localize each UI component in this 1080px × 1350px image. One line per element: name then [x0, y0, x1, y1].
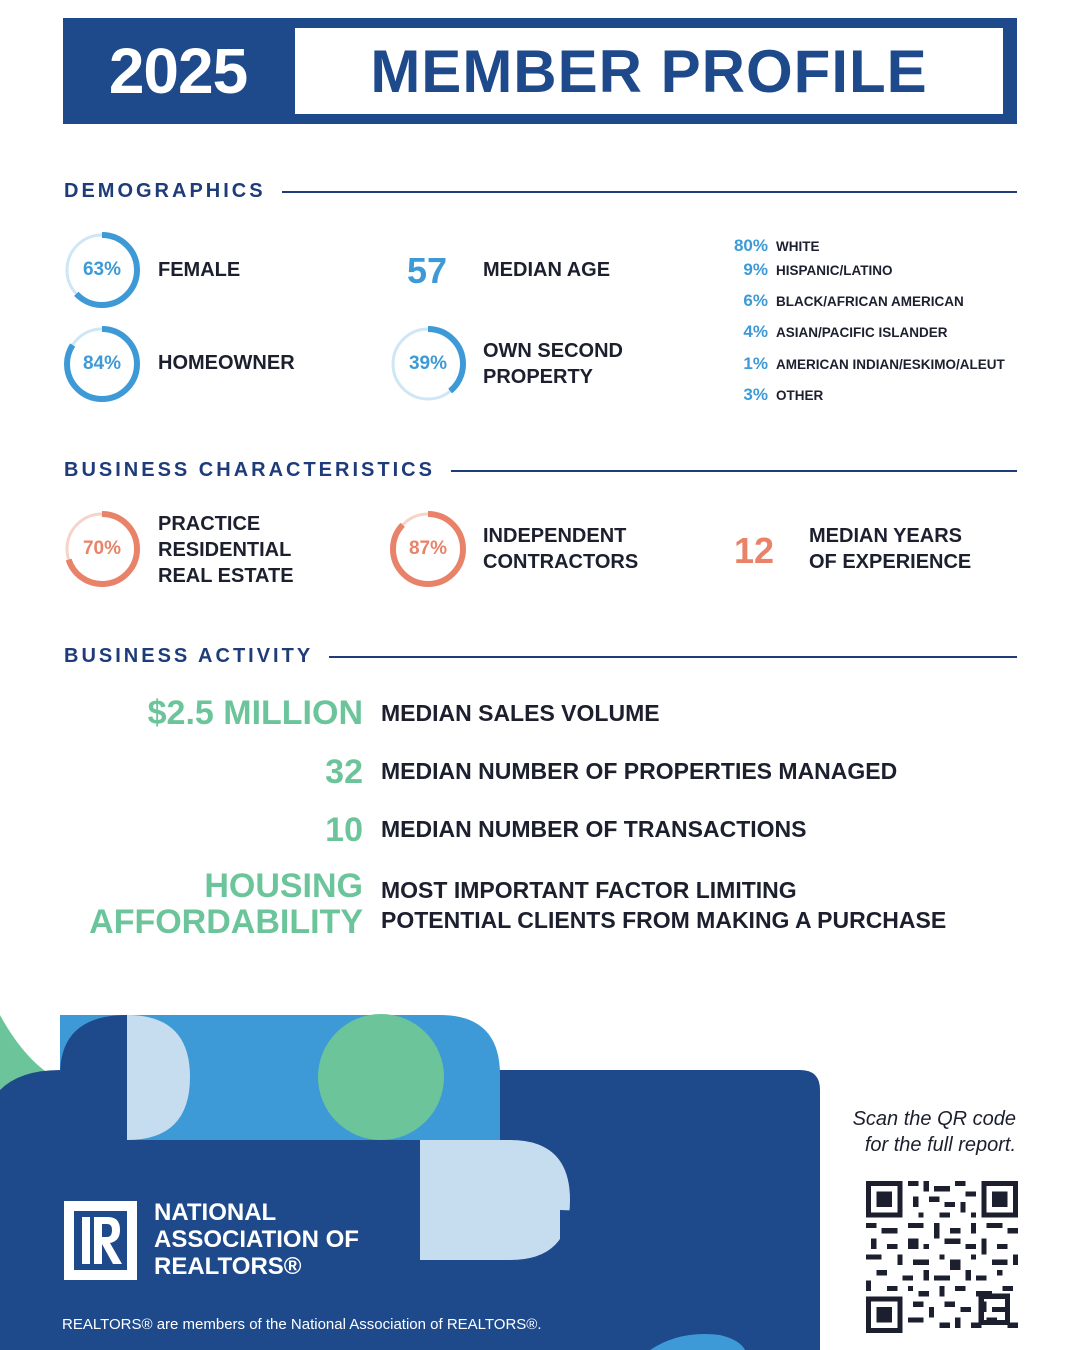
race-percent: 4% — [743, 322, 768, 341]
section-divider — [451, 470, 1017, 472]
median-age-value: 57 — [406, 250, 448, 291]
second-property-label-line1: OWN SECOND — [483, 340, 623, 362]
race-label: WHITE — [776, 238, 820, 254]
section-divider — [329, 656, 1017, 658]
scan-instructions — [756, 1106, 1016, 1158]
race-item-black — [720, 291, 1020, 311]
experience-value: 12 — [733, 530, 775, 571]
race-item-hispanic — [720, 260, 1020, 280]
sales-volume-value: $2.5 MILLION — [147, 694, 363, 732]
median-age-label: MEDIAN AGE — [483, 259, 611, 281]
race-item-asian — [720, 322, 1020, 342]
race-label: HISPANIC/LATINO — [776, 262, 893, 278]
scan-line1: Scan the QR code — [852, 1108, 1016, 1130]
qr-code[interactable] — [866, 1181, 1018, 1333]
section-divider — [282, 191, 1017, 193]
race-percent: 9% — [743, 260, 768, 279]
second-property-label-line2: PROPERTY — [483, 366, 594, 388]
limiting-factor-value — [89, 868, 363, 940]
race-item-american-indian — [720, 354, 1020, 374]
limiting-factor-value-line1: HOUSING — [204, 867, 363, 905]
section-title: BUSINESS CHARACTERISTICS — [64, 459, 435, 481]
female-percent: 63% — [82, 259, 122, 280]
race-label: BLACK/AFRICAN AMERICAN — [776, 293, 964, 309]
section-title: BUSINESS ACTIVITY — [64, 645, 314, 667]
race-percent: 1% — [743, 354, 768, 373]
residential-label — [158, 511, 294, 589]
second-property-label — [483, 338, 623, 390]
properties-managed-value: 32 — [325, 753, 363, 791]
limiting-factor-label — [381, 875, 946, 935]
homeowner-percent: 84% — [82, 353, 122, 374]
page-title: MEMBER PROFILE — [295, 28, 1003, 114]
transactions-value: 10 — [325, 811, 363, 849]
section-title: DEMOGRAPHICS — [64, 180, 266, 202]
race-item-white — [720, 236, 1020, 256]
page-header — [63, 18, 1017, 124]
residential-label-line1: PRACTICE — [158, 513, 261, 535]
race-percent: 6% — [743, 291, 768, 310]
organization-name — [154, 1199, 359, 1280]
scan-line2: for the full report. — [864, 1134, 1016, 1156]
business-characteristics-heading — [64, 459, 1017, 482]
header-year: 2025 — [108, 35, 248, 107]
second-property-percent: 39% — [408, 353, 448, 374]
independent-label-line1: INDEPENDENT — [483, 525, 627, 547]
org-name-line2: ASSOCIATION OF — [154, 1226, 359, 1253]
org-name-line3: REALTORS® — [154, 1253, 302, 1280]
independent-label — [483, 523, 638, 575]
independent-percent: 87% — [408, 538, 448, 559]
limiting-factor-label-line2: POTENTIAL CLIENTS FROM MAKING A PURCHASE — [381, 907, 947, 933]
second-property-ring — [389, 325, 467, 403]
female-ring — [63, 231, 141, 309]
race-percent: 80% — [733, 236, 768, 255]
residential-ring — [63, 510, 141, 588]
experience-label-line2: OF EXPERIENCE — [809, 551, 972, 573]
disclaimer-text: REALTORS® are members of the National Association of REALTORS®. — [62, 1316, 542, 1333]
independent-ring — [389, 510, 467, 588]
experience-label-line1: MEDIAN YEARS — [809, 525, 962, 547]
business-activity-heading — [64, 645, 1017, 668]
homeowner-ring — [63, 325, 141, 403]
residential-label-line3: REAL ESTATE — [158, 565, 294, 587]
race-item-other — [720, 385, 1020, 405]
race-percent: 3% — [743, 385, 768, 404]
org-name-line1: NATIONAL — [154, 1199, 277, 1226]
independent-label-line2: CONTRACTORS — [483, 551, 639, 573]
realtor-logo — [64, 1201, 137, 1280]
homeowner-label: HOMEOWNER — [158, 352, 295, 374]
residential-percent: 70% — [82, 538, 122, 559]
residential-label-line2: RESIDENTIAL — [158, 539, 292, 561]
experience-label — [809, 523, 971, 575]
sales-volume-label: MEDIAN SALES VOLUME — [381, 700, 660, 726]
properties-managed-label: MEDIAN NUMBER OF PROPERTIES MANAGED — [381, 758, 898, 784]
race-label: AMERICAN INDIAN/ESKIMO/ALEUT — [776, 356, 1005, 372]
race-label: OTHER — [776, 387, 824, 403]
transactions-label: MEDIAN NUMBER OF TRANSACTIONS — [381, 816, 807, 842]
limiting-factor-value-line2: AFFORDABILITY — [89, 903, 363, 941]
limiting-factor-label-line1: MOST IMPORTANT FACTOR LIMITING — [381, 877, 797, 903]
race-label: ASIAN/PACIFIC ISLANDER — [776, 324, 948, 340]
female-label: FEMALE — [158, 259, 241, 281]
demographics-heading — [64, 180, 1017, 203]
